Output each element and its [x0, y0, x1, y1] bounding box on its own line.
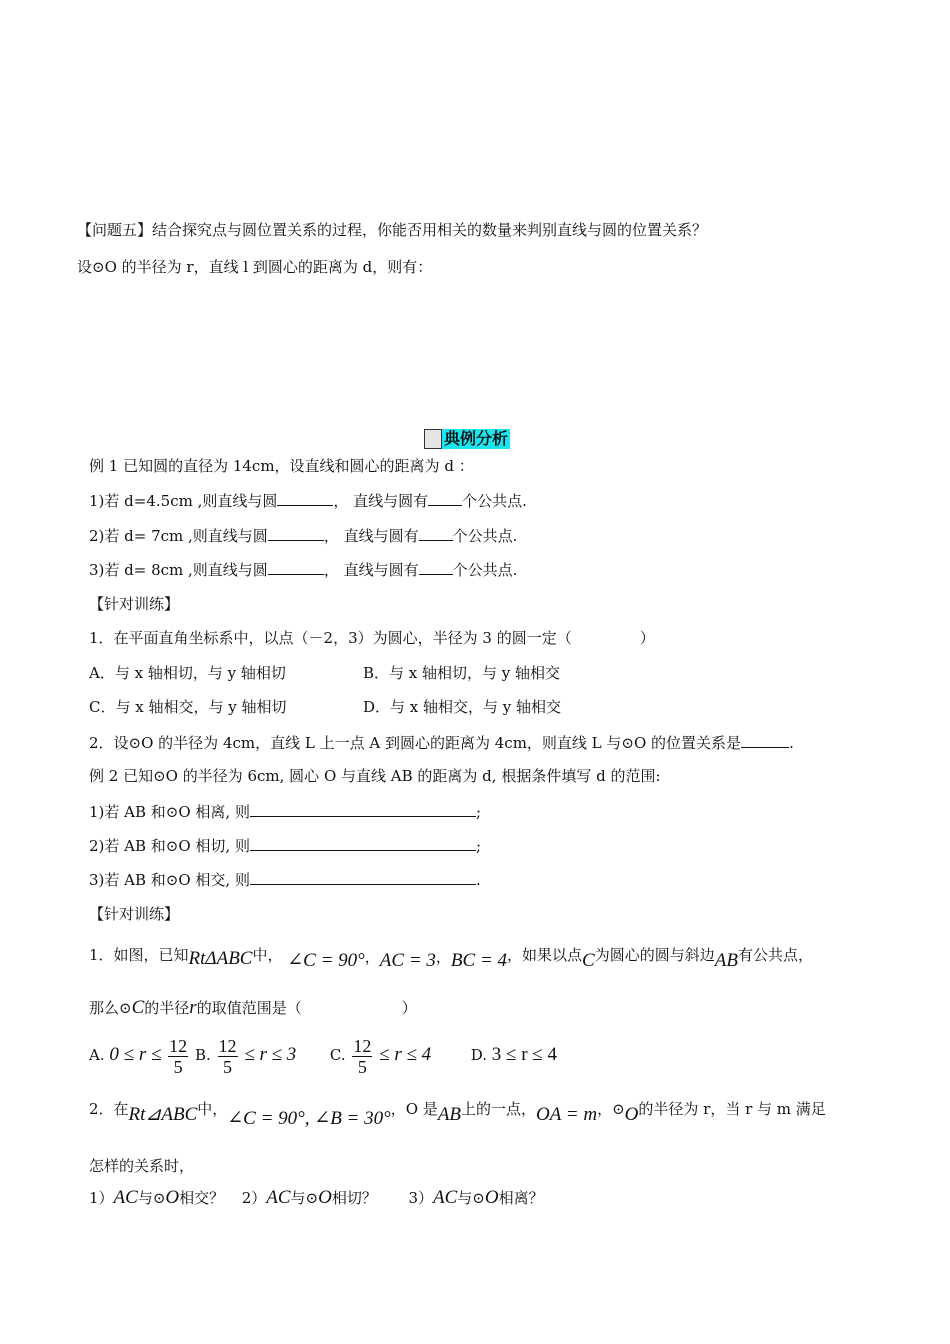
training-2-q2: 2．在Rt⊿ABC中，∠C = 90°, ∠B = 30°，O 是AB上的一点，OA = m，⊙O的半径为 r，当 r 与 m 满足: [89, 1100, 826, 1129]
training-2-q1-options: [89, 1032, 557, 1078]
training-2-q1: 1．如图，已知RtΔABC中， ∠C = 90°，AC = 3，BC = 4，如果以点C为圆心的圆与斜边AB有公共点，: [89, 946, 813, 971]
sub-question-3: 3）AC与⊙O相离？: [408, 1187, 544, 1208]
option-b: B. $\frac{12}{5}$ ≤ r ≤ 3: [194, 1035, 297, 1077]
training-2-q2-line2: 怎样的关系时，: [89, 1157, 195, 1175]
training-1-q2: 2．设⊙O 的半径为 4cm，直线 L 上一点 A 到圆心的距离为 4cm，则直线 L 与⊙O 的位置关系是 .: [89, 734, 794, 752]
question-5-title: 【问题五】结合探究点与圆位置关系的过程，你能否用相关的数量来判别直线与圆的位置关系？: [77, 221, 708, 239]
example-1-item-3: 3)若 d= 8cm ,则直线与圆 ， 直线与圆有 个公共点.: [89, 561, 518, 579]
example-2-title: 例 2 已知⊙O 的半径为 6cm, 圆心 O 与直线 AB 的距离为 d, 根据条件填写 d 的范围:: [89, 767, 661, 785]
training-1-q1: 1．在平面直角坐标系中，以点（－2，3）为圆心，半径为 3 的圆一定（ ）: [89, 629, 655, 647]
option-a: A. 0 ≤ r ≤ $\frac{12}{5}$: [89, 1035, 188, 1077]
option-d: D. 3 ≤ r ≤ 4: [470, 1044, 557, 1065]
training-1-opt-d: D．与 x 轴相交，与 y 轴相交: [363, 698, 562, 716]
heading-box-icon: [424, 429, 442, 449]
training-1-opt-c: C．与 x 轴相交，与 y 轴相切: [89, 698, 287, 716]
sub-question-2: 2）AC与⊙O相切？: [241, 1187, 377, 1208]
training-2-title: 【针对训练】: [89, 905, 180, 923]
training-2-q1-line2: 那么⊙C的半径r的取值范围是（ ）: [89, 997, 417, 1018]
example-2-item-3: 3)若 AB 和⊙O 相交, 则 .: [89, 871, 481, 889]
example-2-item-2: 2)若 AB 和⊙O 相切, 则 ;: [89, 837, 482, 855]
example-1-title: 例 1 已知圆的直径为 14cm，设直线和圆心的距离为 d ：: [89, 457, 474, 475]
section-heading: [424, 428, 510, 450]
section-heading-text: 典例分析: [444, 429, 509, 448]
training-1-opt-b: B．与 x 轴相切，与 y 轴相交: [363, 664, 561, 682]
sub-question-1: 1）AC与⊙O相交？: [89, 1187, 225, 1208]
training-1-title: 【针对训练】: [89, 595, 180, 613]
training-1-opt-a: A．与 x 轴相切，与 y 轴相切: [89, 664, 286, 682]
fraction-c: $\frac{12}{5}$: [353, 1035, 372, 1077]
fraction-a: $\frac{12}{5}$: [169, 1035, 188, 1077]
training-2-q2-subs: [89, 1186, 544, 1210]
example-1-item-2: 2)若 d= 7cm ,则直线与圆 ， 直线与圆有 个公共点.: [89, 527, 518, 545]
example-1-item-1: 1)若 d=4.5cm ,则直线与圆 ， 直线与圆有 个公共点.: [89, 492, 527, 510]
example-2-item-1: 1)若 AB 和⊙O 相离, 则 ;: [89, 803, 482, 821]
question-5-intro: 设⊙O 的半径为 r，直线 l 到圆心的距离为 d，则有：: [77, 258, 433, 276]
option-c: C. $\frac{12}{5}$ ≤ r ≤ 4: [329, 1035, 432, 1077]
fraction-b: $\frac{12}{5}$: [218, 1035, 237, 1077]
